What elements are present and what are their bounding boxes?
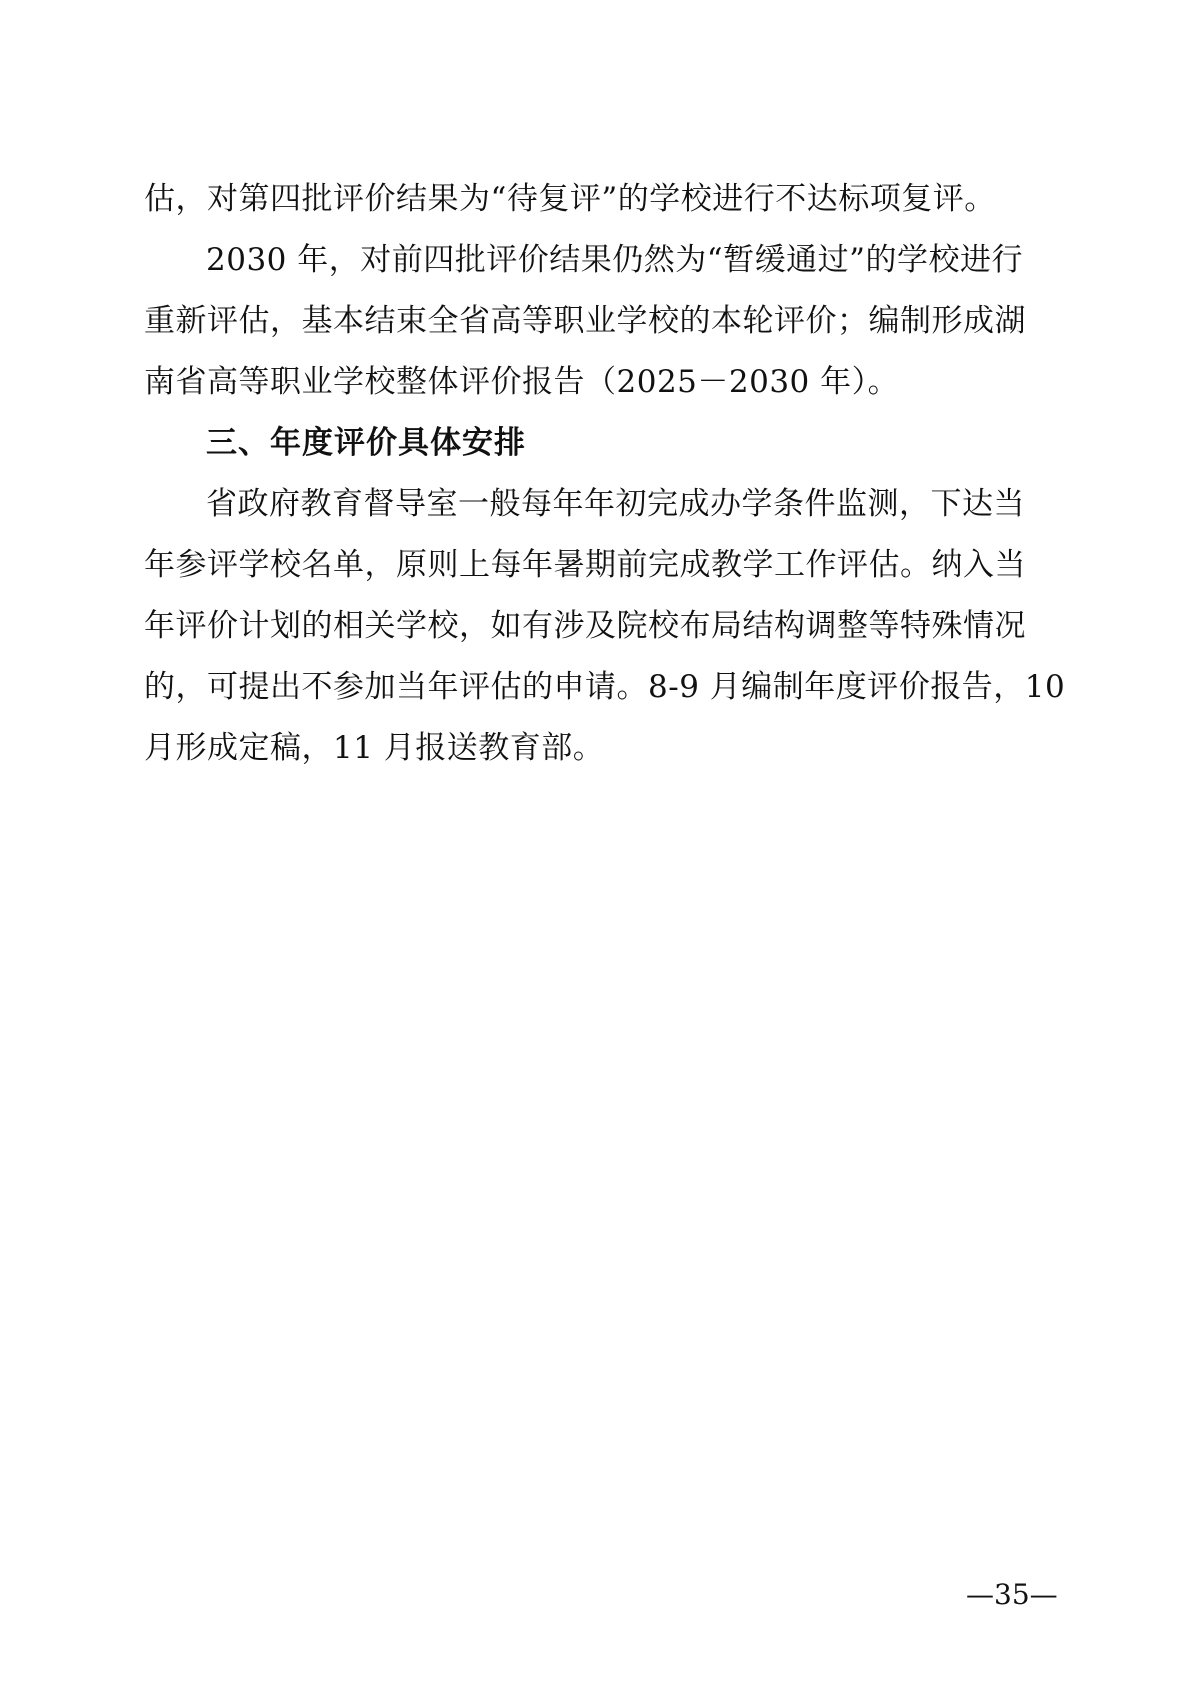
paragraph-line: 南省高等职业学校整体评价报告（2025－2030 年）。	[144, 364, 900, 400]
paragraph-line: 省政府教育督导室一般每年年初完成办学条件监测，下达当	[206, 486, 1025, 522]
paragraph-line: 估，对第四批评价结果为“待复评”的学校进行不达标项复评。	[144, 181, 996, 217]
paragraph-line: 年评价计划的相关学校，如有涉及院校布局结构调整等特殊情况	[144, 608, 1026, 644]
paragraph-line: 的，可提出不参加当年评估的申请。8-9 月编制年度评价报告，10	[144, 669, 1066, 705]
paragraph-line: 月形成定稿，11 月报送教育部。	[144, 730, 605, 766]
page-number: —35—	[966, 1578, 1058, 1611]
section-heading: 三、年度评价具体安排	[206, 425, 526, 461]
paragraph-line: 2030 年，对前四批评价结果仍然为“暂缓通过”的学校进行	[206, 242, 1023, 278]
paragraph-line: 重新评估，基本结束全省高等职业学校的本轮评价；编制形成湖	[144, 303, 1026, 339]
paragraph-line: 年参评学校名单，原则上每年暑期前完成教学工作评估。纳入当	[144, 547, 1026, 583]
